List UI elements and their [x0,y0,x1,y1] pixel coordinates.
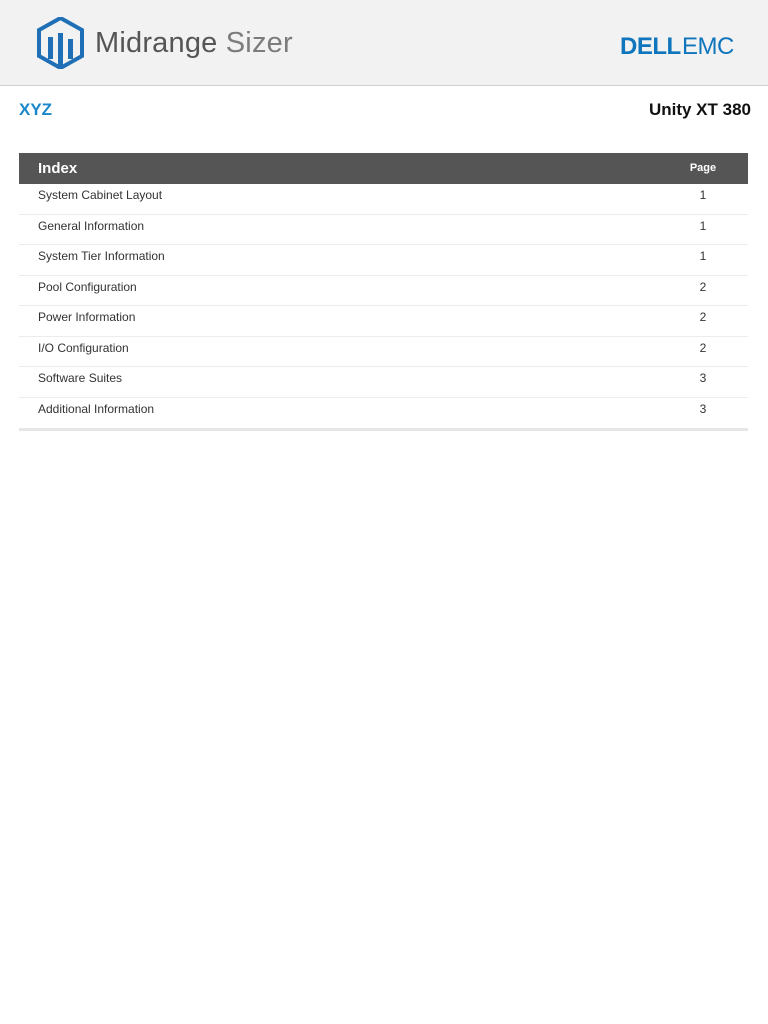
app-title-part1: Midrange [95,27,218,59]
row-page-number: 2 [699,310,707,324]
row-page-number: 1 [699,188,707,202]
row-title: System Tier Information [38,249,165,263]
row-page-number: 1 [699,249,707,263]
table-row [19,398,748,429]
row-title: Power Information [38,310,136,324]
page-header-label: Page [689,162,717,174]
table-row [19,337,748,368]
svg-text:EMC: EMC [682,33,734,59]
app-title [95,25,293,61]
row-title: Pool Configuration [38,279,137,294]
index-table-header [19,153,748,184]
app-title-part2: Sizer [225,27,293,59]
index-table [19,153,748,431]
table-row [19,367,748,398]
row-page-number: 3 [699,371,707,385]
table-row [19,215,748,246]
midrange-sizer-logo-icon [37,17,84,69]
row-page-number: 1 [699,218,707,233]
dell-emc-logo [620,31,752,59]
row-page-number: 2 [699,340,707,355]
row-title: Software Suites [38,371,123,385]
table-row [19,184,748,215]
table-row [19,306,748,337]
client-name: XYZ [19,100,53,119]
model-name: Unity XT 380 [648,100,751,119]
index-header-label: Index [38,160,78,177]
row-page-number: 3 [699,401,707,416]
table-row [19,276,748,307]
row-title: General Information [38,218,145,233]
report-header [0,0,768,86]
row-title: System Cabinet Layout [38,188,163,202]
row-title: Additional Information [38,401,155,416]
row-page-number: 2 [699,279,707,294]
svg-text:DELL: DELL [620,33,681,59]
row-title: I/O Configuration [38,340,129,355]
table-row [19,245,748,276]
